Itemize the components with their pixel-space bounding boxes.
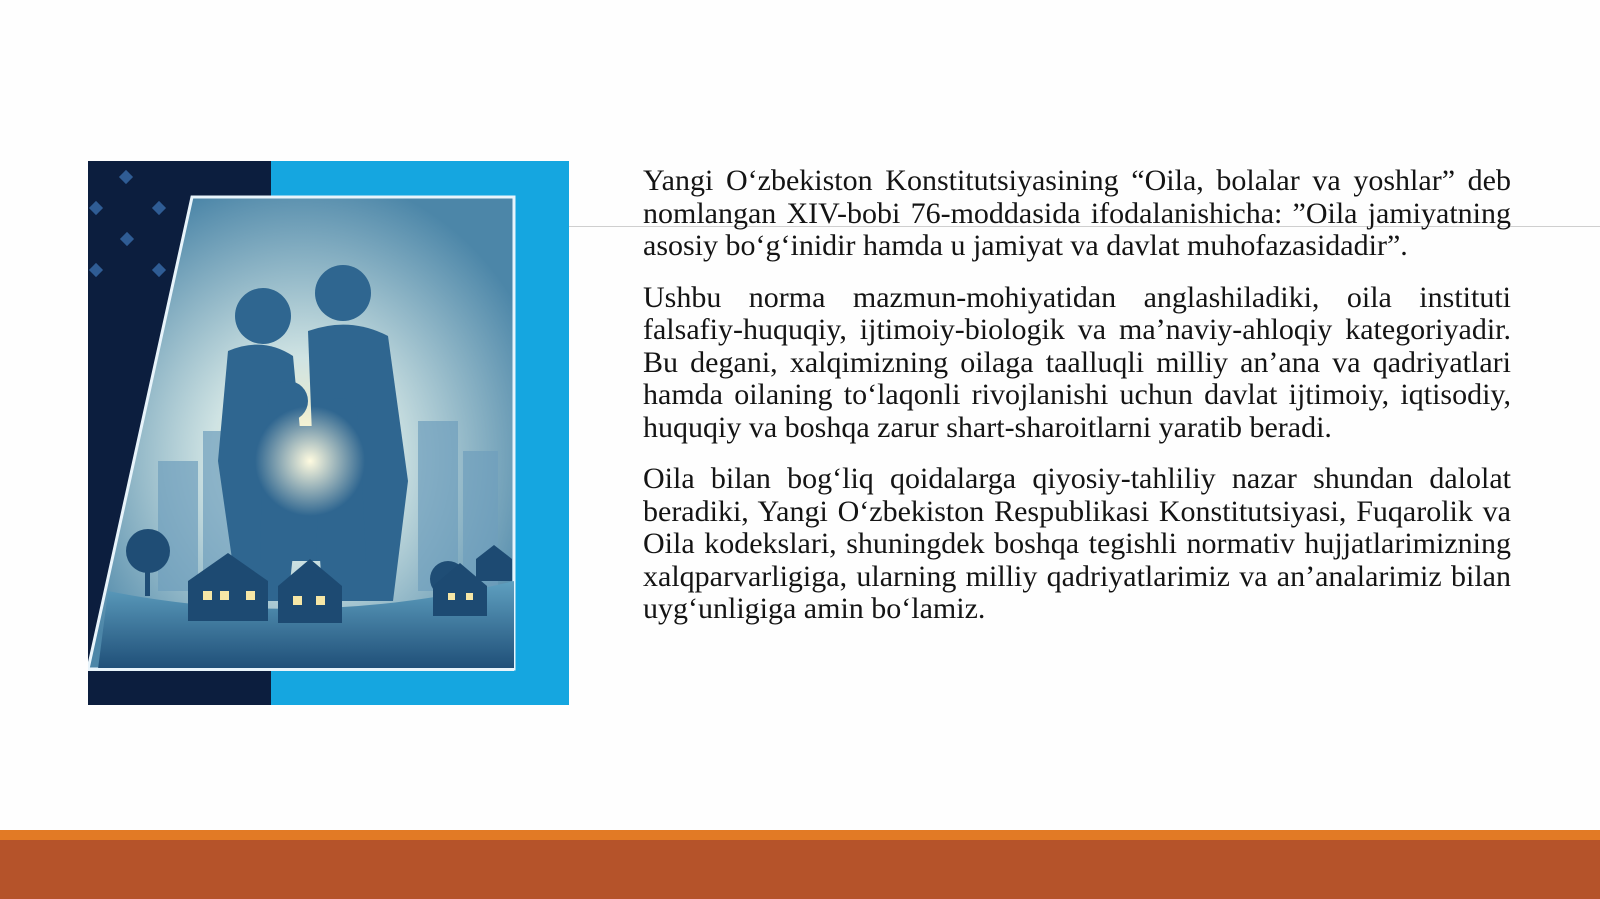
footer-accent-line: [0, 830, 1600, 840]
family-illustration-graphic: [88, 161, 569, 705]
paragraph-3: Oila bilan bog‘liq qoidalarga qiyosiy-tahliliy nazar shundan dalolat beradiki, Yangi O‘zbekiston Respublikasi Konstitutsiyasi, Fuqarolik va Oila kodekslari, shuningdek boshqa tegishli normativ hujjatlarimizning xalqparvarligiga, ularning milliy qadriyatlarimiz va an’analarimiz bilan uyg‘unligiga amin bo‘lamiz.: [643, 462, 1511, 625]
family-illustration: [88, 161, 569, 705]
paragraph-1: Yangi O‘zbekiston Konstitutsiyasining “Oila, bolalar va yoshlar” deb nomlangan XIV-bobi 76-moddasida ifodalanishicha: ”Oila jamiyatning asosiy bo‘g‘inidir hamda u jamiyat va davlat muhofazasidadir”.: [643, 164, 1511, 262]
footer-bar: [0, 840, 1600, 899]
body-text: [643, 165, 1511, 645]
paragraph-2: Ushbu norma mazmun-mohiyatidan anglashiladiki, oila instituti falsafiy-huquqiy, ijtimoiy-biologik va ma’naviy-ahloqiy kategoriyadir. Bu degani, xalqimizning oilaga taalluqli milliy an’ana va qadriyatlari hamda oilaning to‘laqonli rivojlanishi uchun davlat ijtimoiy, iqtisodiy, huquqiy va boshqa zarur shart-sharoitlarni yaratib beradi.: [643, 280, 1511, 444]
